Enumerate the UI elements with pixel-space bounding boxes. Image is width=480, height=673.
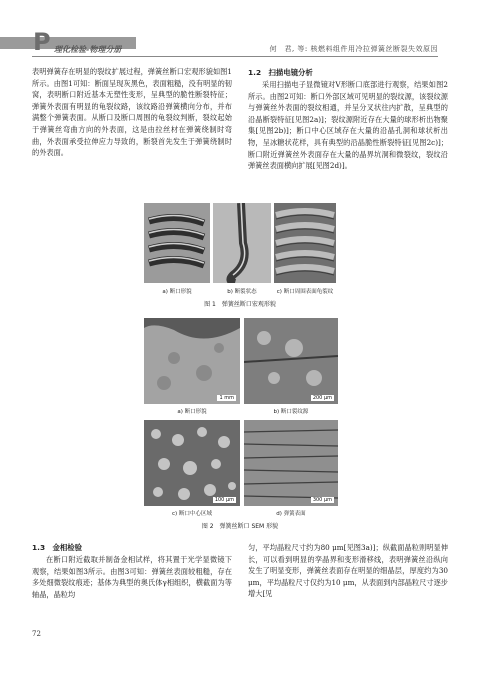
figure-1b-label: b) 断裂状态 — [227, 289, 257, 295]
figure-2d-scale: 300 μm — [312, 497, 332, 503]
figure-1c-label: c) 断口周围表面龟裂纹 — [276, 289, 334, 295]
paragraph-fracture-macro: 表明弹簧存在明显的裂纹扩展过程，弹簧丝断口宏观形貌如图1所示。由图1可知：断面呈现灰黑色，表面粗糙，没有明显的韧窝，表明断口附近基本无塑性变形，呈典型的脆性断裂特征；弹簧外表面有明显的龟裂纹路，该纹路沿弹簧横向分布，并布满整个弹簧表面。从断口及断口周围的龟裂纹判断，裂纹起始于弹簧丝弯曲方向的外表面，这是由拉丝材在弹簧绕制时弯曲，外表面承受拉伸应力导致的，断裂首先发生于弹簧绕制时的外表面。 — [32, 67, 232, 158]
figure-2a-label: a) 断口形貌 — [177, 409, 207, 415]
paragraph-metallography: 在断口附近截取并制备金相试样，将其置于光学显微镜下观察，结果如图3所示。由图3可知：弹簧丝表面较粗糙，存在多处细微裂纹痕迹；基体为典型的奥氏体γ相组织，横截面为等轴晶，晶粒均 — [32, 555, 232, 599]
paragraph-sem-analysis: 采用扫描电子显微镜对V形断口底部进行观察，结果如图2所示。由图2可知：断口外部区域可见明显的裂纹源，该裂纹源与弹簧丝外表面的裂纹相通，并呈分叉状往内扩散，呈典型的沿晶断裂特征[见图2a)]；裂纹源附近存在大量的球形析出物聚集[见图2b)]；断口中心区域存在大量的沿晶孔洞和球状析出物，呈冰糖状花样，具有典型的沿晶脆性断裂特征[见图2c)]；断口附近弹簧丝外表面存在大量的晶界坑洞和微裂纹，裂纹沿弹簧丝表面横向扩展[见图2d)]。 — [248, 80, 448, 171]
figure-2d-label: d) 弹簧表面 — [276, 511, 306, 517]
figure-2d-image — [244, 420, 338, 506]
figure-2c-image — [144, 420, 240, 506]
figure-1c-image — [274, 203, 336, 283]
figure-2-caption: 图 2 弹簧丝断口 SEM 形貌 — [201, 523, 279, 530]
figure-2a-image — [144, 318, 240, 404]
running-title: 何 君, 等: 核燃料组件用冷拉弹簧丝断裂失效原因 — [269, 45, 438, 53]
right-column-bottom — [248, 542, 448, 600]
header-rule — [32, 56, 438, 57]
figure-1-caption: 图 1 弹簧丝断口宏观形貌 — [204, 301, 276, 308]
figure-1b-image — [213, 203, 271, 283]
figure-1a-label: a) 断口形貌 — [162, 289, 192, 295]
left-column-top — [32, 66, 232, 159]
left-column-bottom — [32, 554, 232, 600]
section-heading-1-3: 1.3 金相检验 — [32, 543, 83, 552]
section-heading-1-2: 1.2 扫描电镜分析 — [248, 68, 313, 77]
paragraph-grain-structure: 匀，平均晶粒尺寸约为80 μm[见图3a)]；纵截面晶粒则明显伸长，可以看到明显的孪晶界和变形滑移线，表明弹簧丝沿纵向发生了明显变形，弹簧丝表面存在明显的细晶层，厚度约为30 μm，平均晶粒尺寸仅约为10 μm，从表面到内部晶粒尺寸逐步增大[见 — [248, 543, 448, 599]
figure-2b-scale: 200 μm — [312, 395, 332, 401]
figure-2b-label: b) 断口裂纹源 — [273, 409, 309, 415]
right-column-top — [248, 79, 448, 172]
figure-2b-image — [244, 318, 338, 404]
page-number: 72 — [32, 630, 41, 638]
figure-1a-image — [144, 203, 210, 283]
figure-2c-scale: 100 μm — [214, 497, 234, 503]
figure-2a-scale: 1 mm — [219, 395, 234, 401]
journal-name: 理化检验-物理分册 — [54, 45, 122, 54]
figure-2c-label: c) 断口中心区域 — [172, 511, 212, 517]
journal-logo-icon: P — [33, 28, 51, 56]
